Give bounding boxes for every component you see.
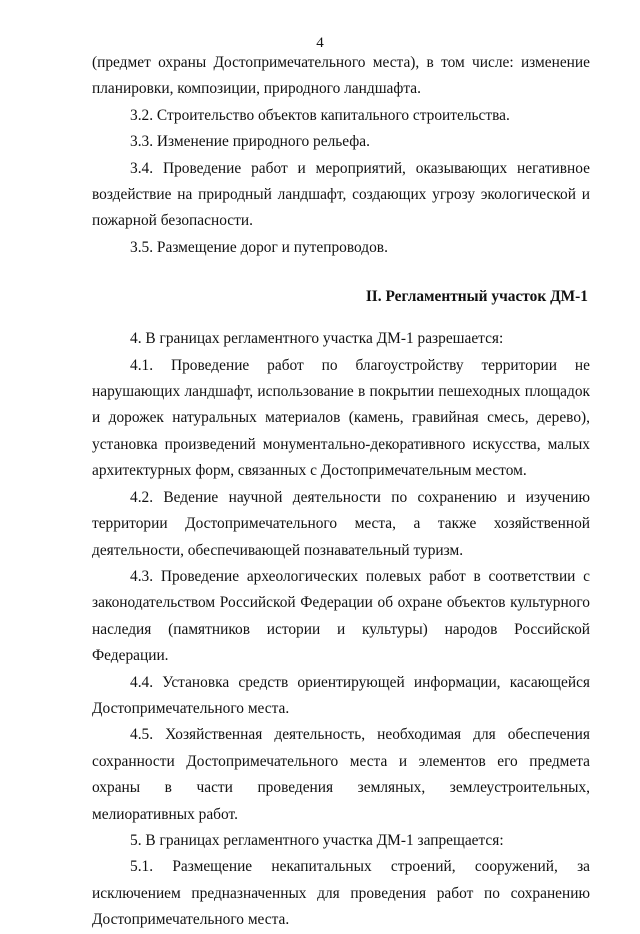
- paragraph-4: 4. В границах регламентного участка ДМ-1 разрешается:: [130, 330, 504, 348]
- paragraph-5-1: 5.1. Размещение некапитальных строений, сооружений, за исключением предназначенных для проведения работ по сохранению Достопримечательного места.: [92, 858, 590, 929]
- paragraph-5: 5. В границах регламентного участка ДМ-1 запрещается:: [130, 831, 504, 849]
- paragraph-3-4: 3.4. Проведение работ и мероприятий, оказывающих негативное воздействие на природный ландшафт, создающих угрозу экологической и пожарной безопасности.: [92, 159, 590, 230]
- paragraph-3-5: 3.5. Размещение дорог и путепроводов.: [130, 238, 388, 256]
- paragraph-3-2: 3.2. Строительство объектов капитального строительства.: [130, 106, 510, 124]
- document-body: [92, 50, 590, 934]
- page-number: 4: [316, 35, 324, 51]
- paragraph-3-1-continuation: (предмет охраны Достопримечательного места), в том числе: изменение планировки, композиции, природного ландшафта.: [92, 54, 590, 98]
- paragraph-4-1: 4.1. Проведение работ по благоустройству территории не нарушающих ландшафт, использование в покрытии пешеходных площадок и дорожек натуральных материалов (камень, гравийная смесь, дерево), установка произведений монументально-декоративного искусства, малых архитектурных форм, связанных с Достопримечательным местом.: [92, 356, 590, 480]
- paragraph-3-3: 3.3. Изменение природного рельефа.: [130, 133, 370, 151]
- paragraph-4-2: 4.2. Ведение научной деятельности по сохранению и изучению территории Достопримечательного места, а также хозяйственной деятельности, обеспечивающей познавательный туризм.: [92, 488, 590, 559]
- section-heading: II. Регламентный участок ДМ-1: [365, 288, 588, 306]
- paragraph-4-3: 4.3. Проведение археологических полевых работ в соответствии с законодательством Российской Федерации об охране объектов культурного наследия (памятников истории и культуры) народов Российской Федерации.: [92, 567, 590, 665]
- paragraph-4-5: 4.5. Хозяйственная деятельность, необходимая для обеспечения сохранности Достопримечательного места и элементов его предмета охраны в части проведения земляных, землеустроительных, мелиоративных работ.: [92, 726, 590, 823]
- paragraph-4-4: 4.4. Установка средств ориентирующей информации, касающейся Достопримечательного места.: [92, 673, 590, 717]
